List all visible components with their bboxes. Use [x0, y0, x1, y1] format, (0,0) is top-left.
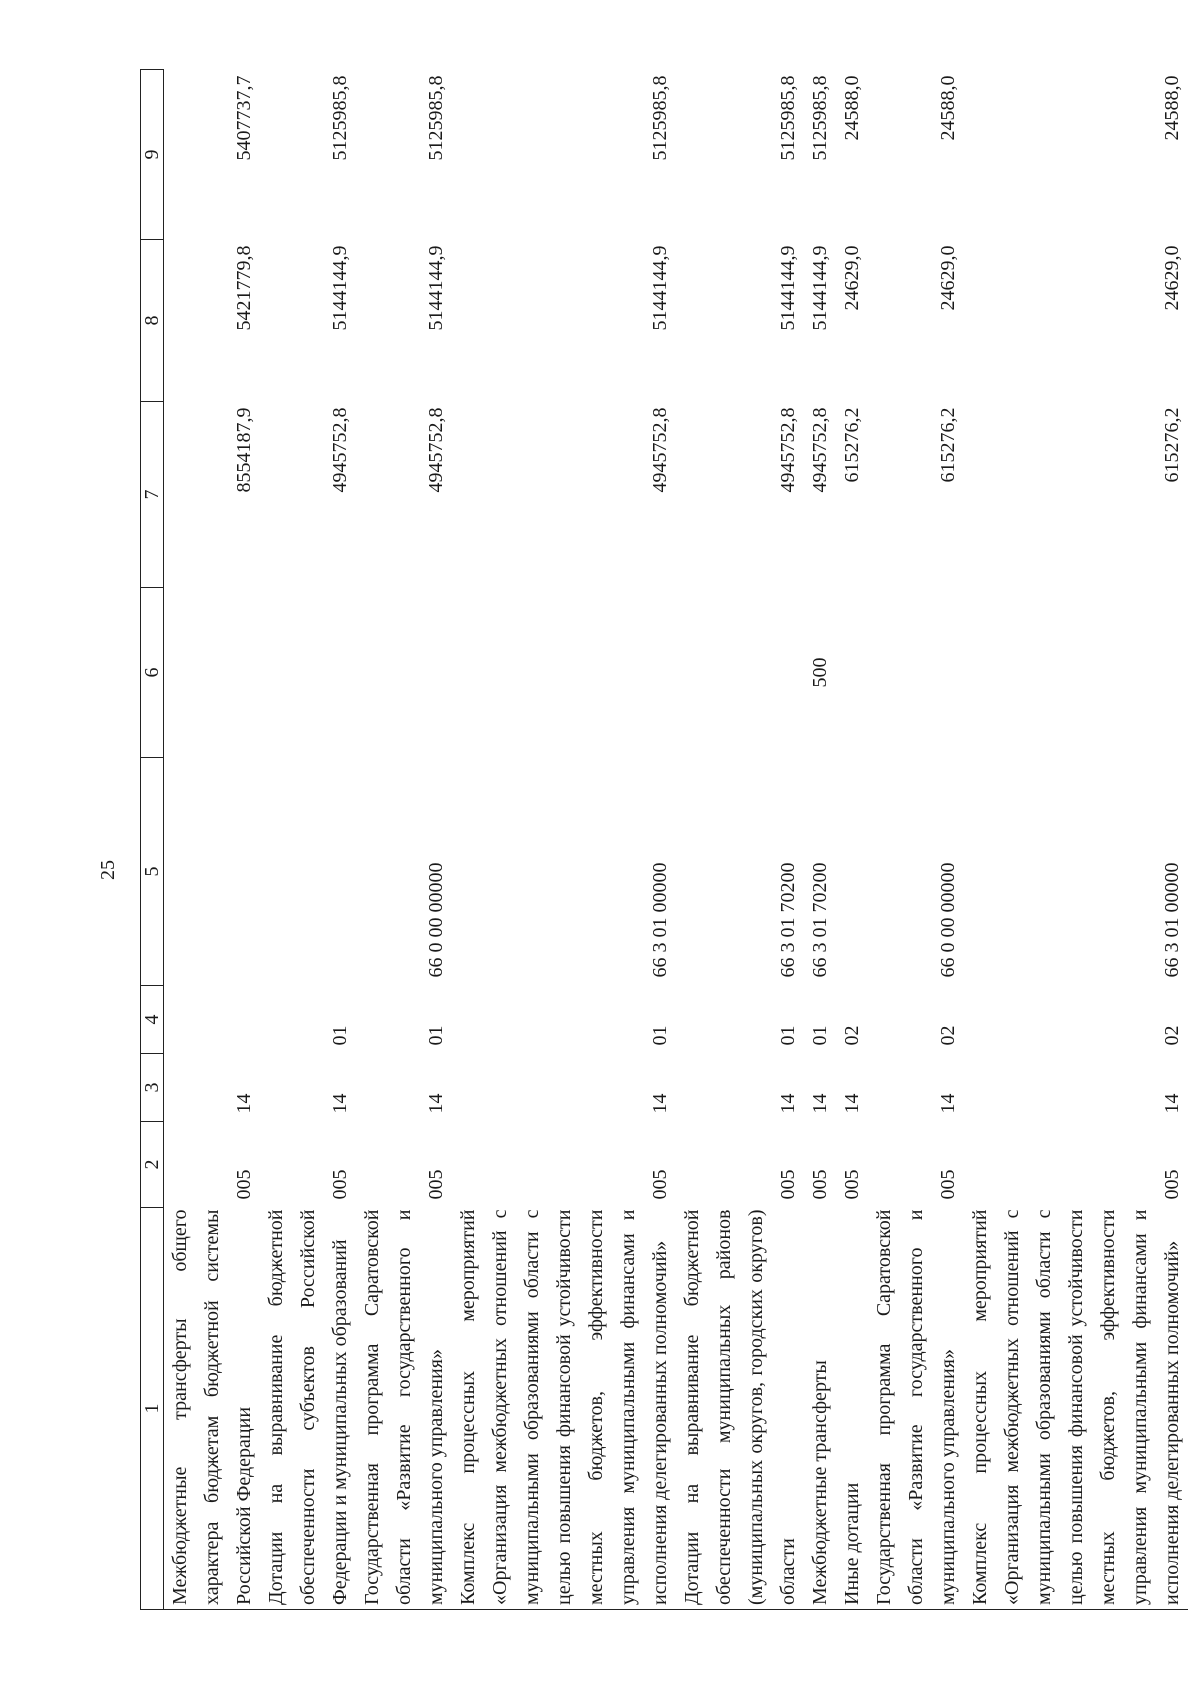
cell-c9: 5125985,8: [777, 75, 799, 161]
table-row: [356, 70, 452, 1610]
cell-c4: 02: [937, 1025, 959, 1046]
row-name: Комплекс процессных мероприятий «Организация межбюджетных отношений с муниципальными образованиями области с целью повышения финансовой устойчивости местных бюджетов, эффективности управления муниципальными финансами и исполнения делегированных полномочий»: [452, 1208, 676, 1610]
cell-c8: 5144144,9: [329, 245, 351, 331]
cell-c6: 500: [809, 657, 831, 688]
cell-c3: 14: [649, 1093, 671, 1114]
cell-c7: 4945752,8: [777, 407, 799, 493]
cell-c3: 14: [809, 1093, 831, 1114]
cell-c2: 005: [809, 1169, 831, 1200]
cell-c2: 005: [841, 1169, 863, 1200]
cell-c8: 24629,0: [937, 245, 959, 311]
cell-c6: [868, 588, 964, 758]
cell-c8: 5144144,9: [809, 245, 831, 331]
col-header: 8: [141, 240, 164, 402]
table-row: [260, 70, 356, 1610]
row-name: Дотации на выравнивание бюджетной обеспеченности муниципальных районов (муниципальных округов, городских округов) области: [676, 1208, 804, 1610]
row-name: Иные дотации: [836, 1208, 868, 1610]
cell-c3: 14: [841, 1093, 863, 1114]
cell-c8: 5144144,9: [649, 245, 671, 331]
cell-c5: 66 0 00 00000: [937, 862, 959, 978]
cell-c4: 01: [649, 1025, 671, 1046]
page-number: 25: [97, 860, 119, 880]
cell-c3: 14: [777, 1093, 799, 1114]
cell-c7: 615276,2: [841, 407, 863, 483]
cell-c5: 66 0 00 00000: [425, 862, 447, 978]
cell-c3: 14: [329, 1093, 351, 1114]
cell-c2: 005: [233, 1169, 255, 1200]
cell-c5: 66 3 01 00000: [1161, 862, 1183, 978]
cell-c4: 01: [777, 1025, 799, 1046]
col-header: 6: [141, 588, 164, 758]
cell-c8: 5421779,8: [233, 245, 255, 331]
col-header: 1: [141, 1208, 164, 1610]
row-name: Государственная программа Саратовской области «Развитие государственного и муниципального управления»: [356, 1208, 452, 1610]
cell-c7: 8554187,9: [233, 407, 255, 493]
cell-c9: 5125985,8: [649, 75, 671, 161]
cell-c9: 5125985,8: [329, 75, 351, 161]
col-header: 7: [141, 402, 164, 588]
cell-c7: 615276,2: [937, 407, 959, 483]
cell-c2: 005: [649, 1169, 671, 1200]
cell-c6: [452, 588, 676, 758]
table-row: [164, 70, 261, 1610]
cell-c8: 5144144,9: [777, 245, 799, 331]
cell-c2: 005: [1161, 1169, 1183, 1200]
cell-c6: [356, 588, 452, 758]
cell-c7: 4945752,8: [809, 407, 831, 493]
cell-c8: 5144144,9: [425, 245, 447, 331]
cell-c9: 5407737,7: [233, 75, 255, 161]
cell-c5: [260, 758, 356, 986]
cell-c7: 4945752,8: [329, 407, 351, 493]
cell-c4: 01: [329, 1025, 351, 1046]
cell-c9: 5125985,8: [809, 75, 831, 161]
rotated-page-content: [140, 70, 1183, 1610]
cell-c6: [964, 588, 1188, 758]
cell-c2: 005: [329, 1169, 351, 1200]
table-row: [676, 70, 804, 1610]
cell-c2: 005: [425, 1169, 447, 1200]
col-header: 2: [141, 1122, 164, 1208]
cell-c9: 5125985,8: [425, 75, 447, 161]
cell-c6: [164, 588, 261, 758]
cell-c4: 01: [425, 1025, 447, 1046]
col-header: 4: [141, 986, 164, 1054]
row-name: Дотации на выравнивание бюджетной обеспеченности субъектов Российской Федерации и муниципальных образований: [260, 1208, 356, 1610]
table-row: [836, 70, 868, 1610]
cell-c4: 01: [809, 1025, 831, 1046]
cell-c3: 14: [233, 1093, 255, 1114]
cell-c9: 24588,0: [1161, 75, 1183, 141]
cell-c4: 02: [841, 1025, 863, 1046]
row-name: Комплекс процессных мероприятий «Организация межбюджетных отношений с муниципальными образованиями области с целью повышения финансовой устойчивости местных бюджетов, эффективности управления муниципальными финансами и исполнения делегированных полномочий»: [964, 1208, 1188, 1610]
cell-c5: 66 3 01 00000: [649, 862, 671, 978]
cell-c3: 14: [425, 1093, 447, 1114]
cell-c3: 14: [937, 1093, 959, 1114]
cell-c4: 02: [1161, 1025, 1183, 1046]
cell-c5: 66 3 01 70200: [809, 862, 831, 978]
row-name: Межбюджетные трансферты общего характера бюджетам бюджетной системы Российской Федерации: [164, 1208, 261, 1610]
cell-c6: [836, 588, 868, 758]
cell-c7: 4945752,8: [649, 407, 671, 493]
col-header: 9: [141, 70, 164, 240]
cell-c9: 24588,0: [841, 75, 863, 141]
cell-c4: [164, 986, 261, 1054]
cell-c2: 005: [937, 1169, 959, 1200]
cell-c5: [836, 758, 868, 986]
cell-c8: 24629,0: [1161, 245, 1183, 311]
budget-table: [140, 69, 1188, 1610]
col-header: 5: [141, 758, 164, 986]
cell-c3: 14: [1161, 1093, 1183, 1114]
cell-c6: [260, 588, 356, 758]
cell-c8: 24629,0: [841, 245, 863, 311]
col-header: 3: [141, 1054, 164, 1122]
cell-c5: 66 3 01 70200: [777, 862, 799, 978]
table-row: [964, 70, 1188, 1610]
table-row: [804, 70, 836, 1610]
cell-c2: 005: [777, 1169, 799, 1200]
header-row: [141, 70, 164, 1610]
cell-c6: [676, 588, 804, 758]
row-name: Межбюджетные трансферты: [804, 1208, 836, 1610]
row-name: Государственная программа Саратовской области «Развитие государственного и муниципального управления»: [868, 1208, 964, 1610]
cell-c5: [164, 758, 261, 986]
table-row: [452, 70, 676, 1610]
cell-c9: 24588,0: [937, 75, 959, 141]
cell-c7: 615276,2: [1161, 407, 1183, 483]
table-row: [868, 70, 964, 1610]
cell-c7: 4945752,8: [425, 407, 447, 493]
